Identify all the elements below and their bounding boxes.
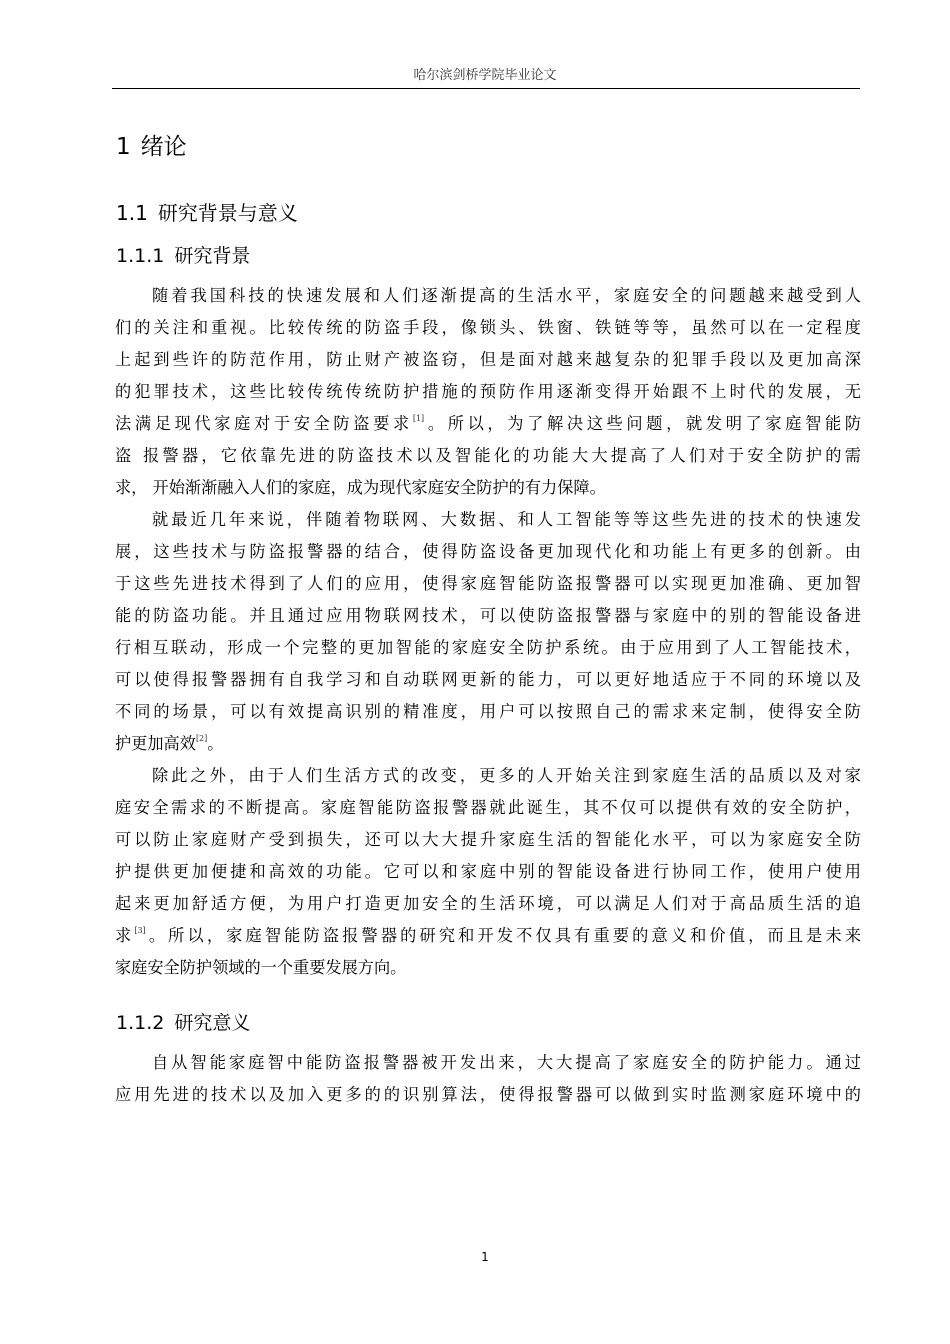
subsection-heading-background bbox=[116, 241, 250, 268]
paragraph-3-line: 家庭安全防护领域的一个重要发展方向。 bbox=[115, 958, 407, 977]
paragraph-2-line bbox=[115, 728, 861, 760]
section-number: 1.1 bbox=[116, 201, 148, 225]
page-number: 1 bbox=[481, 1250, 489, 1264]
paragraph-3-line: 除此之外，由于人们生活方式的改变，更多的人开始关注到家庭生活的品质以及对家 bbox=[152, 766, 861, 785]
citation-3: [3] bbox=[134, 926, 146, 935]
paragraph-2-line: 不同的场景，可以有效提高识别的精准度，用户可以按照自己的需求来定制，使得安全防 bbox=[115, 702, 861, 721]
page-header: 哈尔滨剑桥学院毕业论文 bbox=[413, 68, 557, 83]
paragraph-4-line: 自从智能家庭智中能防盗报警器被开发出来，大大提高了家庭安全的防护能力。通过 bbox=[152, 1053, 861, 1072]
citation-1: [1] bbox=[412, 414, 425, 423]
text-segment: 护更加高效 bbox=[115, 734, 196, 753]
paragraph-3-line: 庭安全需求的不断提高。家庭智能防盗报警器就此诞生，其不仅可以提供有效的安全防护， bbox=[115, 798, 861, 817]
paragraph-1-line bbox=[115, 408, 861, 440]
paragraph-2-line: 就最近几年来说，伴随着物联网、大数据、和人工智能等等这些先进的技术的快速发 bbox=[152, 510, 861, 529]
paragraph-4-line: 应用先进的技术以及加入更多的的识别算法，使得报警器可以做到实时监测家庭环境中的 bbox=[115, 1085, 861, 1104]
paragraph-3-line: 可以防止家庭财产受到损失，还可以大大提升家庭生活的智能化水平，可以为家庭安全防 bbox=[115, 830, 861, 849]
text-segment: 法满足现代家庭对于安全防盗要求 bbox=[115, 414, 413, 433]
subsection-number: 1.1.2 bbox=[116, 1012, 165, 1034]
paragraph-3-line bbox=[115, 920, 861, 952]
paragraph-1-line: 求， 开始渐渐融入人们的家庭，成为现代家庭安全防护的有力保障。 bbox=[115, 478, 606, 497]
citation-2: [2] bbox=[195, 734, 208, 743]
paragraph-2-line: 于这些先进技术得到了人们的应用，使得家庭智能防盗报警器可以实现更加准确、更加智 bbox=[115, 574, 861, 593]
paragraph-1-line: 的犯罪技术，这些比较传统传统防护措施的预防作用逐渐变得开始跟不上时代的发展，无 bbox=[115, 382, 861, 401]
chapter-number: 1 bbox=[116, 134, 131, 160]
subsection-number: 1.1.1 bbox=[116, 245, 165, 267]
subsection-title: 研究意义 bbox=[174, 1012, 251, 1034]
text-segment: 。 bbox=[207, 734, 224, 753]
paragraph-1-line: 上起到些许的防范作用，防止财产被盗窃，但是面对越来越复杂的犯罪手段以及更加高深 bbox=[115, 350, 861, 369]
paragraph-1-line: 随着我国科技的快速发展和人们逐渐提高的生活水平，家庭安全的问题越来越受到人 bbox=[152, 286, 861, 305]
paragraph-2-line: 展，这些技术与防盗报警器的结合，使得防盗设备更加现代化和功能上有更多的创新。由 bbox=[115, 542, 861, 561]
text-segment: 。所以，家庭智能防盗报警器的研究和开发不仅具有重要的意义和价值，而且是未来 bbox=[145, 926, 862, 945]
paragraph-1-line: 们的关注和重视。比较传统的防盗手段，像锁头、铁窗、铁链等等，虽然可以在一定程度 bbox=[115, 318, 861, 337]
paragraph-3-line: 起来更加舒适方便，为用户打造更加安全的生活环境，可以满足人们对于高品质生活的追 bbox=[115, 894, 861, 913]
chapter-title: 绪论 bbox=[140, 134, 187, 160]
subsection-title: 研究背景 bbox=[174, 245, 251, 267]
chapter-heading bbox=[116, 128, 187, 161]
paragraph-1-line: 盗 报警器，它依靠先进的防盗技术以及智能化的功能大大提高了人们对于安全防护的需 bbox=[115, 446, 861, 465]
subsection-heading-significance bbox=[116, 1008, 250, 1035]
paragraph-2-line: 能的防盗功能。并且通过应用物联网技术，可以使防盗报警器与家庭中的别的智能设备进 bbox=[115, 606, 861, 625]
section-title: 研究背景与意义 bbox=[157, 201, 298, 225]
text-segment: 。所以，为了解决这些问题，就发明了家庭智能防 bbox=[424, 414, 862, 433]
paragraph-2-line: 行相互联动，形成一个完整的更加智能的家庭安全防护系统。由于应用到了人工智能技术， bbox=[115, 638, 861, 657]
header-rule bbox=[112, 88, 860, 89]
text-segment: 求 bbox=[115, 926, 135, 945]
paragraph-3-line: 护提供更加便捷和高效的功能。它可以和家庭中别的智能设备进行协同工作，使用户使用 bbox=[115, 862, 861, 881]
paragraph-2-line: 可以使得报警器拥有自我学习和自动联网更新的能力，可以更好地适应于不同的环境以及 bbox=[115, 670, 861, 689]
section-heading bbox=[116, 197, 298, 226]
